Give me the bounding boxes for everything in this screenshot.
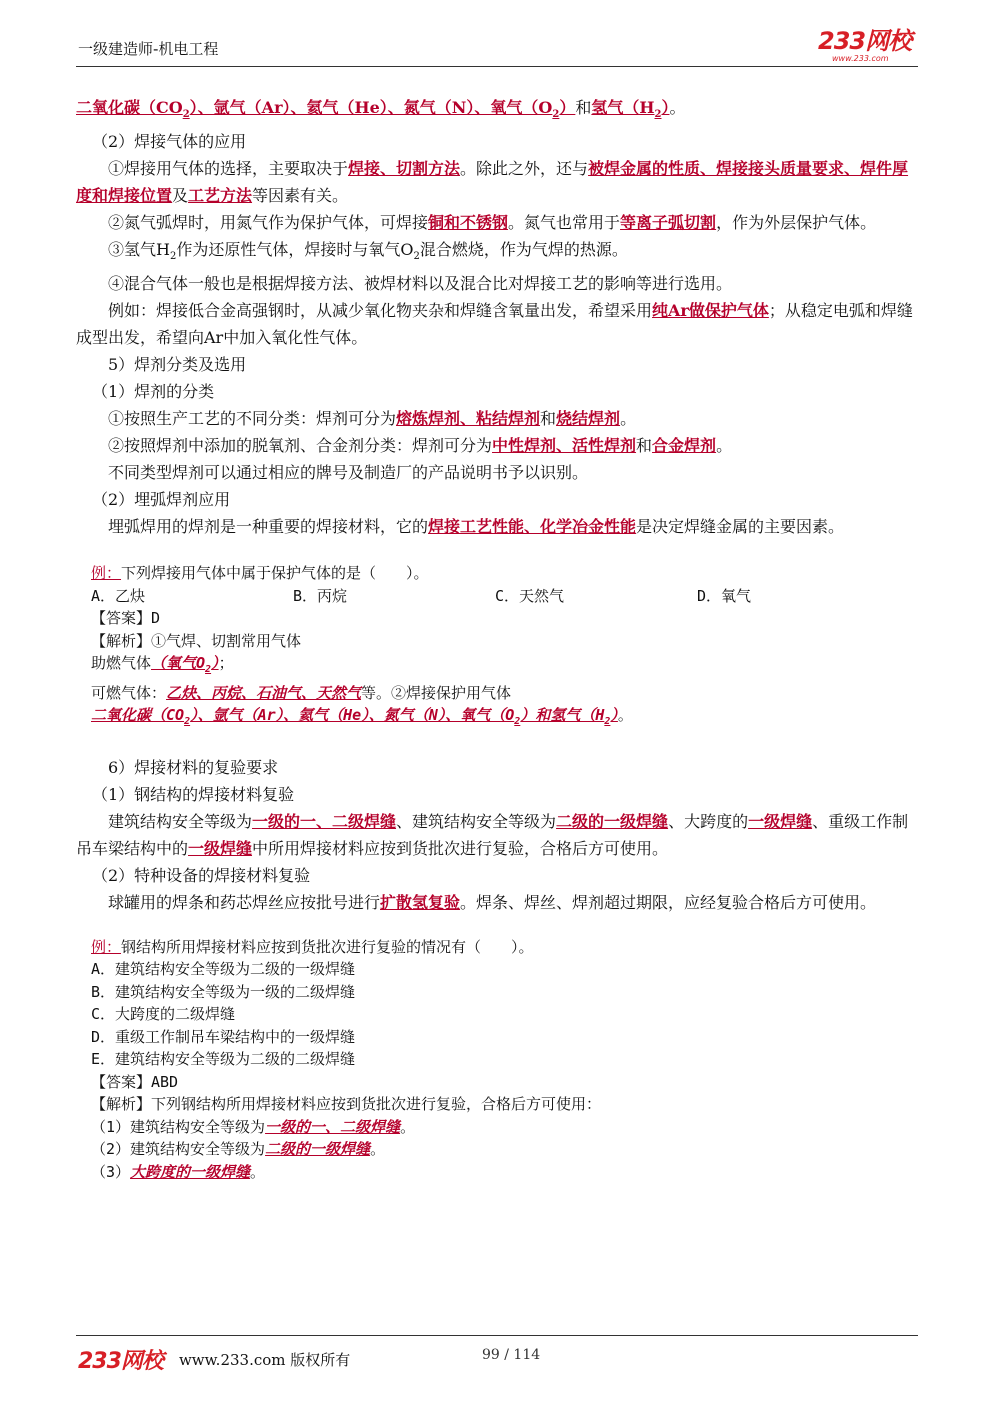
footer-logo: 233网校	[78, 1349, 163, 1374]
example-block-2	[76, 936, 918, 1184]
example-options	[76, 585, 918, 608]
example-question: 例：下列焊接用气体中属于保护气体的是（ ）。	[91, 564, 429, 583]
paragraph: 不同类型焊剂可以通过相应的牌号及制造厂的产品说明书予以识别。	[108, 463, 589, 483]
paragraph: 埋弧焊用的焊剂是一种重要的焊接材料，它的焊接工艺性能、化学冶金性能是决定焊缝金属的主要因素。	[108, 517, 845, 537]
page-body	[76, 94, 918, 1183]
option: D．重级工作制吊车梁结构中的一级焊缝	[91, 1027, 356, 1046]
option: E．建筑结构安全等级为二级的二级焊缝	[91, 1050, 356, 1069]
example-answer: 【答案】ABD	[91, 1072, 179, 1091]
subheading: （1）焊剂的分类	[92, 382, 215, 402]
footer-site: www.233.com 版权所有	[178, 1351, 351, 1369]
paragraph: 建筑结构安全等级为一级的一、二级焊缝、建筑结构安全等级为二级的一级焊缝、大跨度的一级焊缝、重级工作制吊车梁结构中的一级焊缝中所用焊接材料应按到货批次进行复验，合格后方可使用。	[76, 811, 909, 858]
document-title: 一级建造师-机电工程	[78, 40, 219, 58]
paragraph: ①按照生产工艺的不同分类：焊剂可分为熔炼焊剂、粘结焊剂和烧结焊剂。	[108, 409, 637, 429]
option: B．丙烷	[293, 586, 348, 605]
subheading: （2）焊接气体的应用	[92, 132, 247, 152]
subheading: （2）埋弧焊剂应用	[92, 490, 231, 510]
section-heading: 5）焊剂分类及选用	[108, 355, 247, 375]
paragraph: ②按照焊剂中添加的脱氧剂、合金剂分类：焊剂可分为中性焊剂、活性焊剂和合金焊剂。	[108, 436, 733, 456]
example-analysis: 助燃气体（氧气$O_2$）；	[91, 654, 234, 676]
example-analysis: 可燃气体：乙炔、丙烷、石油气、天然气等。②焊接保护用气体	[91, 683, 512, 702]
example-analysis: 【解析】下列钢结构所用焊接材料应按到货批次进行复验，合格后方可使用：	[91, 1095, 602, 1114]
paragraph: 球罐用的焊条和药芯焊丝应按批号进行扩散氢复验。焊条、焊丝、焊剂超过期限，应经复验合格后方可使用。	[108, 892, 877, 912]
paragraph: ①焊接用气体的选择，主要取决于焊接、切割方法。除此之外，还与被焊金属的性质、焊接接头质量要求、焊件厚度和焊接位置及工艺方法等因素有关。	[76, 159, 909, 206]
option: C．天然气	[495, 586, 565, 605]
example-question: 例：钢结构所用焊接材料应按到货批次进行复验的情况有（ ）。	[91, 937, 534, 956]
footer	[78, 1344, 350, 1375]
example-answer: 【答案】D	[91, 609, 161, 628]
subheading: （1）钢结构的焊接材料复验	[92, 784, 295, 804]
example-analysis: 二氧化碳$(CO_2)$、氩气（Ar）、氦气（He）、氮气（N）、氧气$(O_2)$和氢气$(H_2)$。	[91, 706, 633, 728]
example-block-1	[76, 562, 918, 734]
brand-logo: 233网校 www.233.com	[818, 27, 912, 63]
gas-list-line: 二氧化碳$(CO_2)$、氩气（Ar）、氦气（He）、氮气（N）、氧气$(O_2)$和氢气$(H_2)$。	[76, 98, 686, 121]
paragraph: ②氮气弧焊时，用氮气作为保护气体，可焊接铜和不锈钢。氮气也常用于等离子弧切割，作为外层保护气体。	[108, 213, 877, 233]
option: D．氧气	[697, 586, 752, 605]
section-heading: 6）焊接材料的复验要求	[108, 757, 279, 777]
option: C．大跨度的二级焊缝	[91, 1005, 236, 1024]
paragraph: 例如：焊接低合金高强钢时，从减少氧化物夹杂和焊缝含氧量出发，希望采用纯Ar做保护气体；从稳定电弧和焊缝成型出发，希望向Ar中加入氧化性气体。	[76, 301, 913, 348]
footer-rule	[76, 1335, 918, 1336]
example-analysis: （3）大跨度的一级焊缝。	[91, 1162, 266, 1181]
subheading: （2）特种设备的焊接材料复验	[92, 865, 311, 885]
paragraph: ④混合气体一般也是根据焊接方法、被焊材料以及混合比对焊接工艺的影响等进行选用。	[108, 274, 733, 294]
option: B．建筑结构安全等级为一级的二级焊缝	[91, 982, 356, 1001]
example-analysis: （1）建筑结构安全等级为一级的一、二级焊缝。	[91, 1117, 416, 1136]
option: A．乙炔	[91, 586, 146, 605]
example-analysis: （2）建筑结构安全等级为二级的一级焊缝。	[91, 1140, 386, 1159]
example-analysis: 【解析】①气焊、切割常用气体	[91, 631, 302, 650]
page-number: 99 / 114	[482, 1347, 541, 1363]
paragraph: ③氢气$H_2$作为还原性气体，焊接时与氧气$O_2$混合燃烧，作为气焊的热源。	[108, 240, 628, 263]
option: A．建筑结构安全等级为二级的一级焊缝	[91, 960, 356, 979]
header-rule	[76, 66, 918, 67]
